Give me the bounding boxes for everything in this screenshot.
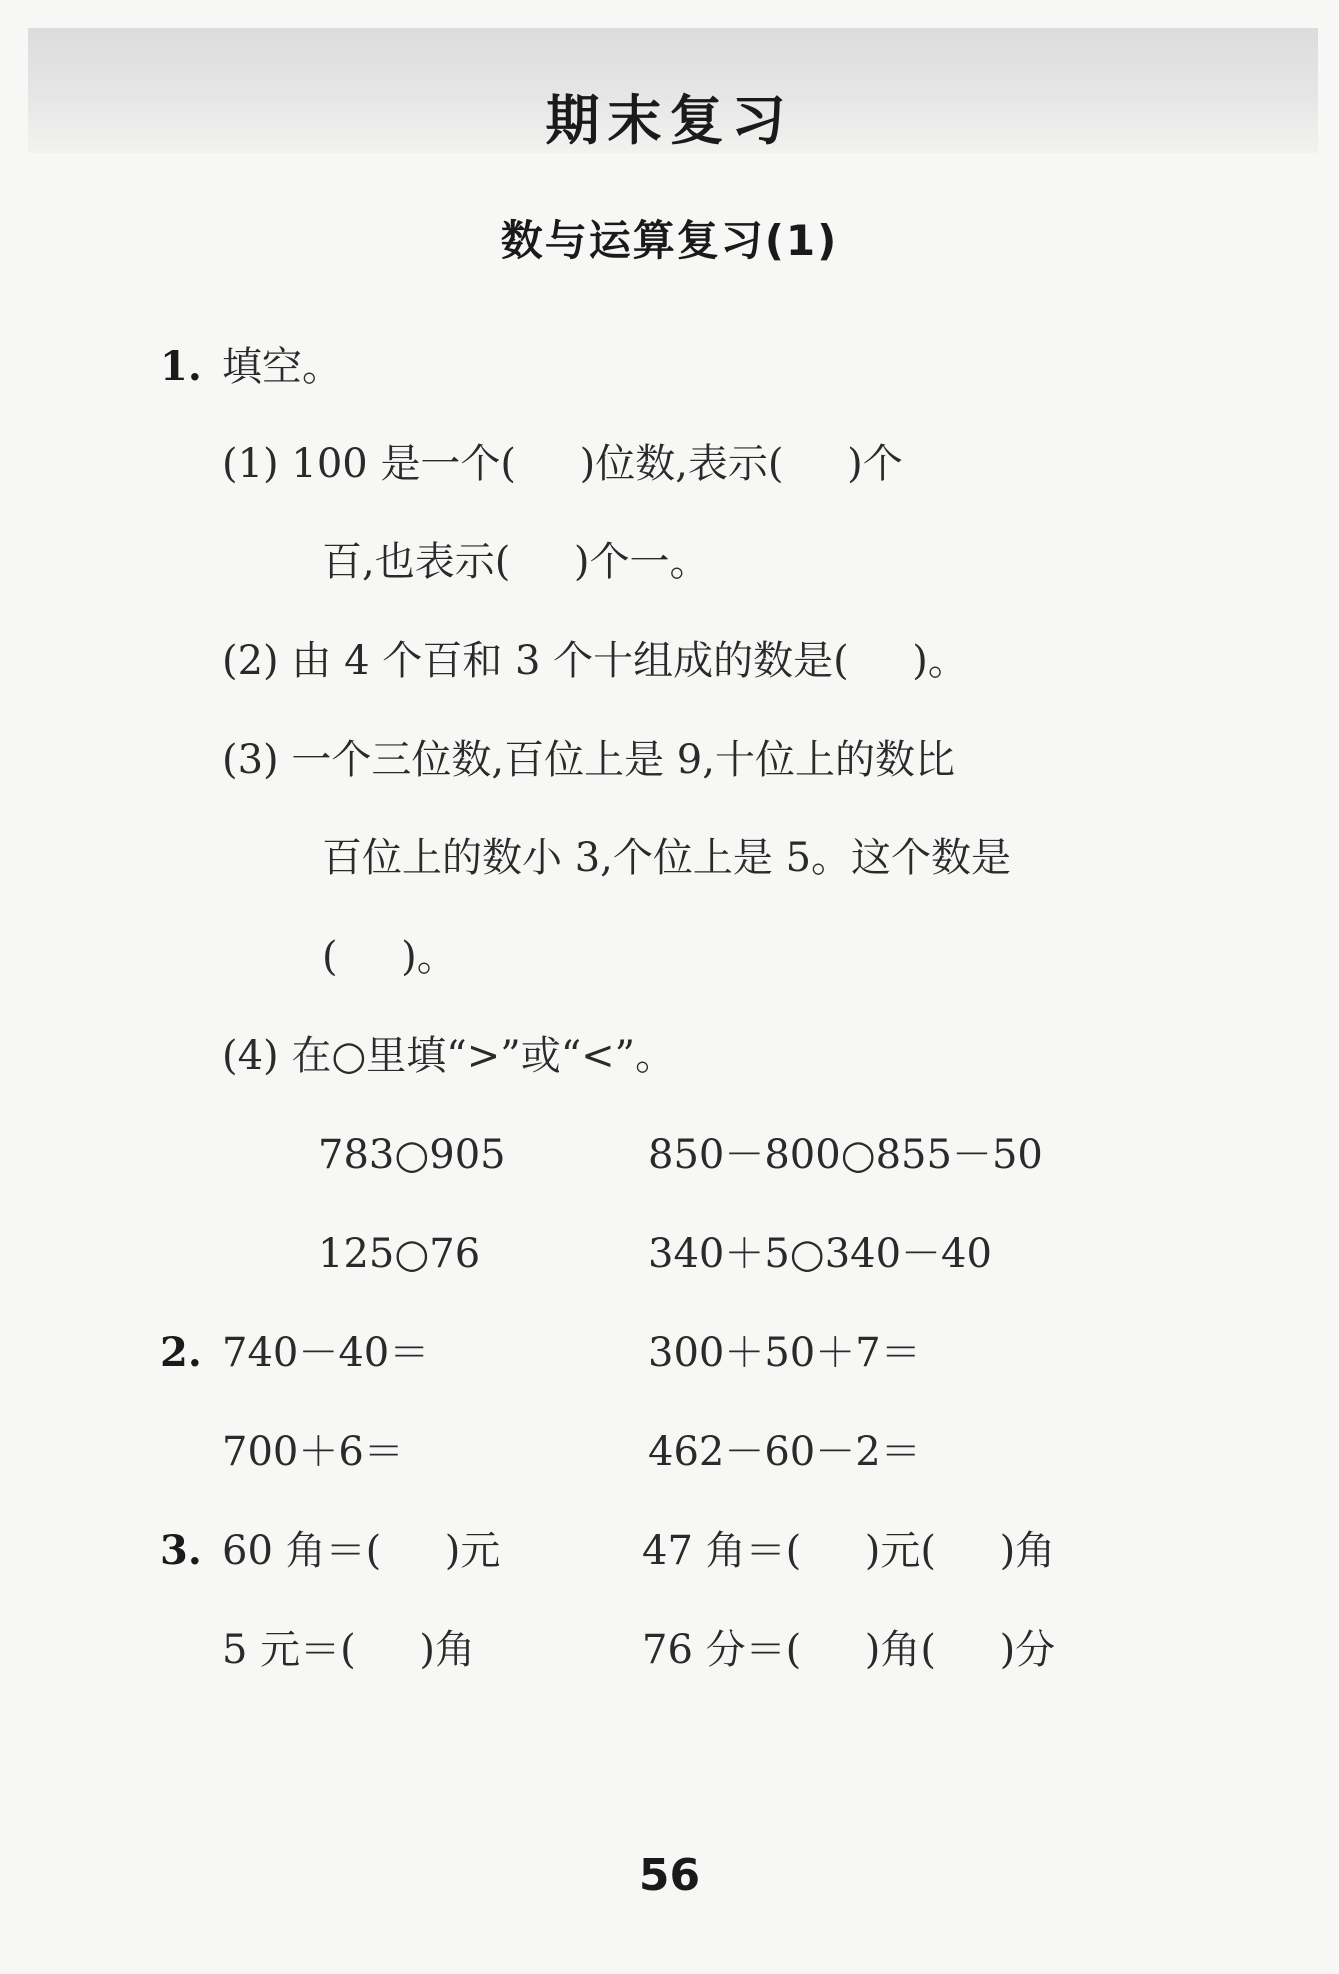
q1-part3-line3: ( )。 <box>322 934 457 980</box>
q3-conversion-1: 60 角＝( )元 <box>222 1528 501 1574</box>
q1-part4: (4) 在○里填“>”或“<”。 <box>222 1033 676 1079</box>
page-title: 期末复习 <box>545 89 794 152</box>
q3-conversion-2: 47 角＝( )元( )角 <box>642 1528 1056 1574</box>
question-2-number: 2. <box>160 1329 202 1376</box>
q3-conversion-3: 5 元＝( )角 <box>222 1627 475 1673</box>
q2-expression-3: 700＋6＝ <box>222 1429 404 1475</box>
section-subtitle: 数与运算复习(1) <box>500 216 839 265</box>
q2-expression-4: 462－60－2＝ <box>648 1429 921 1475</box>
q3-conversion-4: 76 分＝( )角( )分 <box>642 1627 1056 1673</box>
q1-part3-line2: 百位上的数小 3,个位上是 5。这个数是 <box>322 835 1012 881</box>
comparison-3: 125○76 <box>318 1231 481 1277</box>
comparison-1: 783○905 <box>318 1132 506 1178</box>
comparison-4: 340＋5○340－40 <box>648 1231 992 1277</box>
q1-part3-line1: (3) 一个三位数,百位上是 9,十位上的数比 <box>222 737 955 783</box>
page-number: 56 <box>638 1850 701 1901</box>
q1-part2: (2) 由 4 个百和 3 个十组成的数是( )。 <box>222 638 968 684</box>
q1-part1-line2: 百,也表示( )个一。 <box>322 539 710 585</box>
question-3-number: 3. <box>160 1527 202 1574</box>
question-1-number: 1. <box>160 343 202 390</box>
question-1-label: 填空。 <box>222 344 342 390</box>
q1-part1-line1: (1) 100 是一个( )位数,表示( )个 <box>222 441 903 487</box>
q2-expression-1: 740－40＝ <box>222 1330 430 1376</box>
comparison-2: 850－800○855－50 <box>648 1132 1043 1178</box>
q2-expression-2: 300＋50＋7＝ <box>648 1330 921 1376</box>
